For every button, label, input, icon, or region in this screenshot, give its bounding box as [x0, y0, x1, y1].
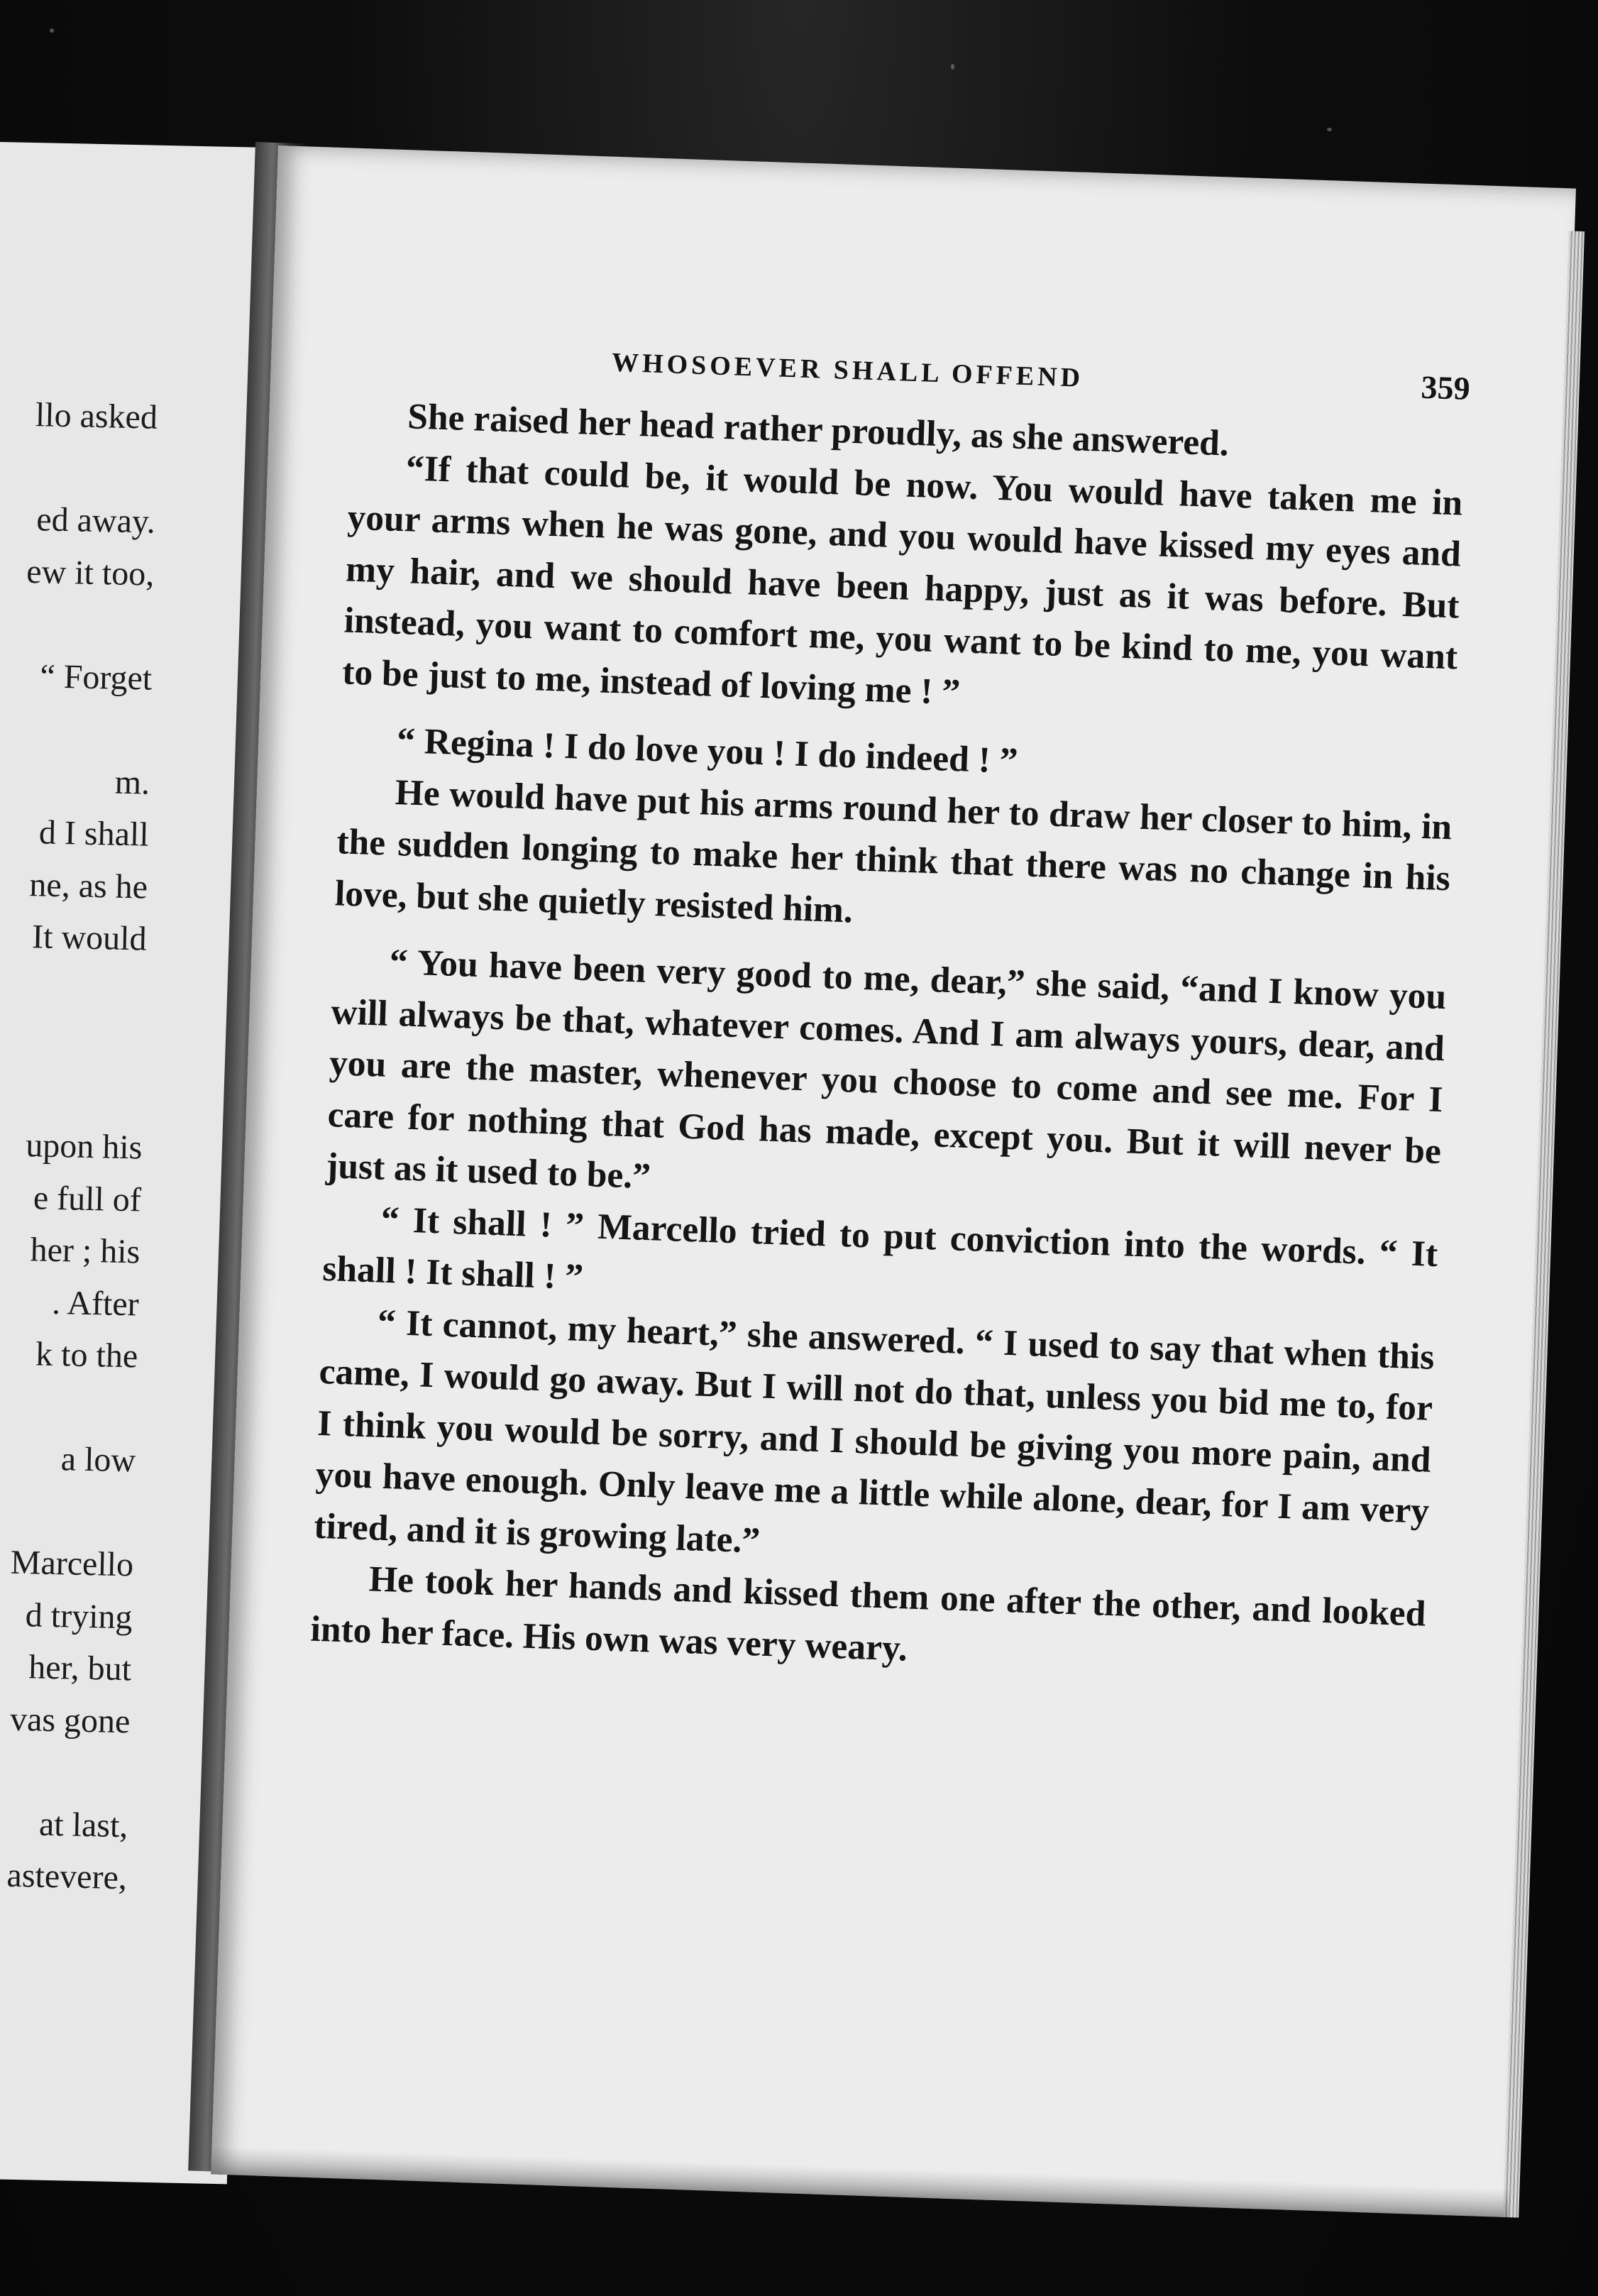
- paragraph: He would have put his arms round her to draw her closer to him, in the sudden longing to make her think that there was no change in his love, but she quietly resisted him.: [334, 771, 1453, 930]
- facing-page-line: e full of: [33, 1178, 142, 1219]
- facing-page-line: a low: [60, 1440, 136, 1480]
- paragraph: “ It shall ! ” Marcello tried to put conviction into the words. “ It shall ! It shall ! ”: [321, 1199, 1439, 1298]
- facing-page-line: Marcello: [10, 1543, 134, 1584]
- paragraph: He took her hands and kissed them one after the other, and looked into her face. His own was very weary.: [309, 1559, 1427, 1669]
- facing-page-line: vas gone: [9, 1700, 131, 1740]
- running-head-title: WHOSOEVER SHALL OFFEND: [611, 347, 1084, 393]
- page-edges: [1503, 231, 1585, 2217]
- facing-page-line: upon his: [25, 1126, 143, 1167]
- facing-page-line: at last,: [38, 1805, 128, 1845]
- facing-page-line: It would: [31, 918, 148, 958]
- paragraph: She raised her head rather proudly, as she answered.: [407, 396, 1230, 464]
- paragraph: “ You have been very good to me, dear,” she said, “and I know you will always be that, whatever comes. And I am always yours, dear, and you are the master, whenever you choose to come and see me. For I care for nothing that God has made, except you. But it will never be just as it used to be.”: [325, 941, 1448, 1197]
- dust-speck: [50, 28, 54, 33]
- facing-page-line: “ Forget: [39, 657, 153, 698]
- page-bottom-shadow: [211, 2146, 1509, 2217]
- facing-page-line: d trying: [25, 1595, 133, 1636]
- page-number: 359: [1420, 368, 1471, 407]
- facing-page-line: d I shall: [38, 813, 150, 854]
- facing-page-line: llo asked: [35, 396, 158, 436]
- facing-page-line: ed away.: [35, 500, 156, 541]
- facing-page-line: m.: [114, 763, 150, 802]
- facing-page-line: k to the: [35, 1335, 138, 1375]
- facing-page-line: ne, as he: [28, 865, 148, 906]
- paragraph: “ Regina ! I do love you ! I do indeed ! ”: [396, 720, 1019, 782]
- paragraph: “If that could be, it would be now. You would have taken me in your arms when he was gone, and you would have kissed my eyes and my hair, and we should have been happy, just as it was before. But instead, you want to comfort me, you want to be kind to me, you want to be just to me, instead of loving me ! ”: [341, 447, 1464, 713]
- body-text: [310, 390, 1465, 1692]
- paragraph: “ It cannot, my heart,” she answered. “ I used to say that when this came, I would go away. But I will not do that, unless you bid me to, for I think you would be sorry, and I should be giving you more pain, and you have enough. Only leave me a little while alone, dear, for I am very tired, and it is growing late.”: [313, 1302, 1436, 1561]
- dust-speck: [1327, 128, 1332, 131]
- dust-speck: [951, 64, 954, 70]
- facing-page-line: her, but: [28, 1648, 132, 1688]
- facing-page-line: ew it too,: [26, 552, 155, 593]
- page-right: [211, 145, 1576, 2217]
- facing-page-line: . After: [51, 1283, 140, 1323]
- facing-page-line: her ; his: [30, 1231, 140, 1271]
- facing-page-line: astevere,: [6, 1856, 128, 1897]
